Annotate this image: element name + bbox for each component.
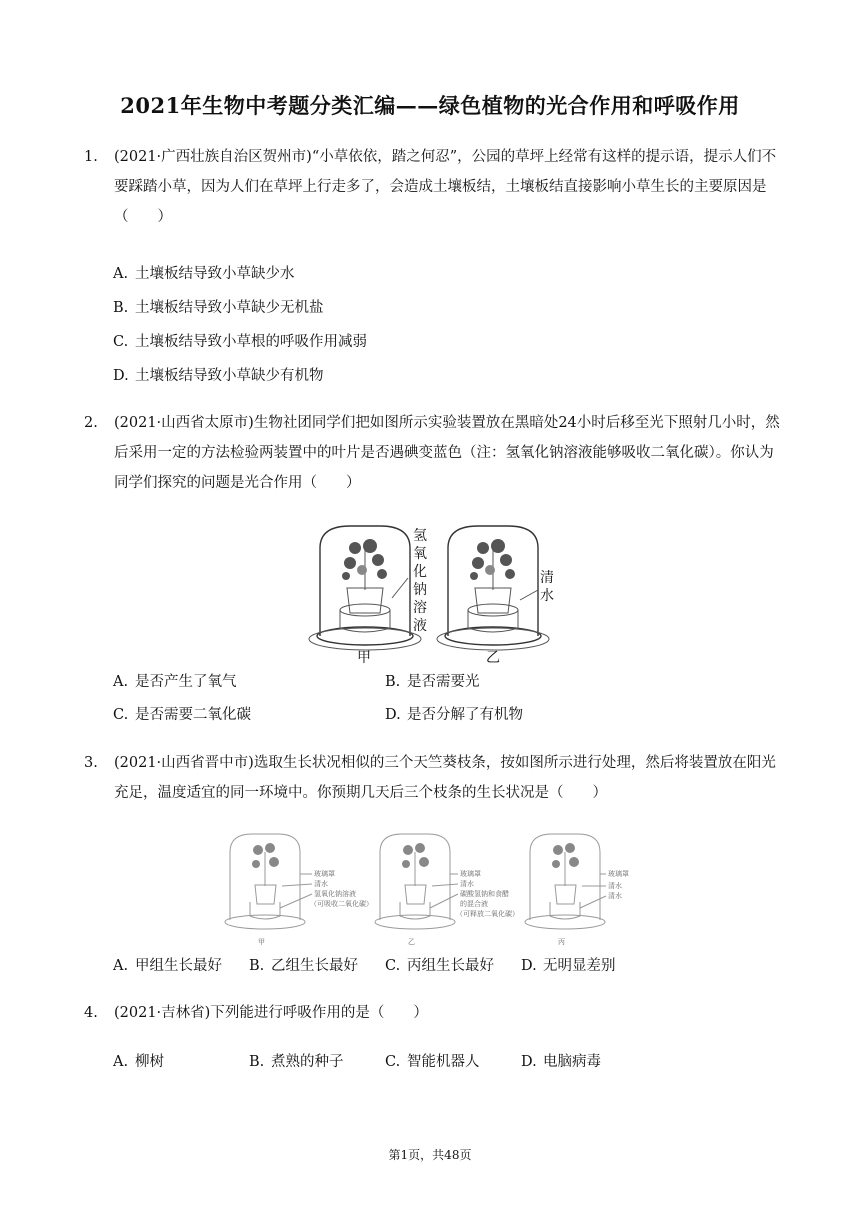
label-water-1: 清 <box>540 570 554 586</box>
option-a[interactable]: A. 甲组生长最好 <box>113 958 222 974</box>
option-c[interactable]: C. 土壤板结导致小草根的呼吸作用减弱 <box>113 334 367 350</box>
jar-1 <box>225 834 312 929</box>
question-number: 3. <box>84 755 98 771</box>
jar-2 <box>375 834 458 929</box>
option-a[interactable]: A. 柳树 <box>113 1054 164 1070</box>
option-c[interactable]: C. 是否需要二氧化碳 <box>113 707 251 723</box>
jar2-label-0: 玻璃罩 <box>460 870 481 878</box>
jar-3 <box>525 834 606 929</box>
jar1-label-3: （可吸收二氧化碳） <box>310 900 373 908</box>
caption-yi: 乙 <box>486 650 500 666</box>
label-water-2: 水 <box>540 588 554 604</box>
caption-jia: 甲 <box>258 938 265 946</box>
option-d[interactable]: D. 电脑病毒 <box>521 1054 601 1070</box>
experiment-figure-3 <box>222 830 642 948</box>
option-b[interactable]: B. 煮熟的种子 <box>249 1054 344 1070</box>
question-number: 2. <box>84 415 98 431</box>
jar-jia <box>309 526 421 650</box>
question-3 <box>84 748 784 808</box>
page-footer: 第1页，共48页 <box>388 1148 472 1162</box>
option-a[interactable]: A. 是否产生了氧气 <box>113 674 237 690</box>
jar2-label-2: 碳酸氢钠和食醋 <box>460 890 509 898</box>
question-1 <box>84 142 784 232</box>
jar2-label-4: （可释放二氧化碳） <box>456 910 519 918</box>
label-naoh-2: 氧 <box>413 546 427 562</box>
jar1-label-0: 玻璃罩 <box>314 870 335 878</box>
label-naoh-1: 氢 <box>413 528 427 544</box>
caption-yi: 乙 <box>408 938 415 946</box>
question-2 <box>84 408 784 498</box>
question-number: 1. <box>84 149 98 165</box>
jar3-label-1: 清水 <box>608 882 622 890</box>
jar1-label-2: 氢氧化钠溶液 <box>314 890 356 898</box>
question-text: (2021·山西省太原市)生物社团同学们把如图所示实验装置放在黑暗处24小时后移至光下照射几小时，然后采用一定的方法检验两装置中的叶片是否遇碘变蓝色（注：氢氧化钠溶液能够吸收二氧化碳）。你认为同学们探究的问题是光合作用（ ） <box>114 415 780 491</box>
label-naoh-3: 化 <box>413 564 427 580</box>
option-b[interactable]: B. 土壤板结导致小草缺少无机盐 <box>113 300 324 316</box>
option-d[interactable]: D. 土壤板结导致小草缺少有机物 <box>113 368 324 384</box>
jar3-label-2: 清水 <box>608 892 622 900</box>
option-a[interactable]: A. 土壤板结导致小草缺少水 <box>113 266 295 282</box>
question-number: 4. <box>84 1005 98 1021</box>
page-title: 2021年生物中考题分类汇编——绿色植物的光合作用和呼吸作用 <box>120 93 740 118</box>
label-naoh-4: 钠 <box>413 582 427 598</box>
option-c[interactable]: C. 丙组生长最好 <box>385 958 494 974</box>
question-text: (2021·山西省晋中市)选取生长状况相似的三个天竺葵枝条，按如图所示进行处理，然后将装置放在阳光充足，温度适宜的同一环境中。你预期几天后三个枝条的生长状况是（ ） <box>114 755 776 801</box>
jar3-label-0: 玻璃罩 <box>608 870 629 878</box>
jar2-label-3: 的混合液 <box>460 900 488 908</box>
caption-bing: 丙 <box>558 938 565 946</box>
option-b[interactable]: B. 乙组生长最好 <box>249 958 358 974</box>
caption-jia: 甲 <box>357 650 371 666</box>
experiment-figure-2 <box>300 518 570 666</box>
question-text: (2021·吉林省)下列能进行呼吸作用的是（ ） <box>114 1005 428 1021</box>
option-d[interactable]: D. 无明显差别 <box>521 958 616 974</box>
label-naoh-5: 溶 <box>413 600 427 616</box>
question-text: (2021·广西壮族自治区贺州市)“小草依依，踏之何忍”，公园的草坪上经常有这样的提示语，提示人们不要踩踏小草，因为人们在草坪上行走多了，会造成土壤板结，土壤板结直接影响小草生长的主要原因是（ ） <box>114 149 777 225</box>
option-b[interactable]: B. 是否需要光 <box>385 674 480 690</box>
jar1-label-1: 清水 <box>314 880 328 888</box>
question-4 <box>84 998 784 1028</box>
jar-yi <box>437 526 549 650</box>
label-naoh-6: 液 <box>413 618 427 634</box>
option-c[interactable]: C. 智能机器人 <box>385 1054 480 1070</box>
option-d[interactable]: D. 是否分解了有机物 <box>385 707 523 723</box>
jar2-label-1: 清水 <box>460 880 474 888</box>
